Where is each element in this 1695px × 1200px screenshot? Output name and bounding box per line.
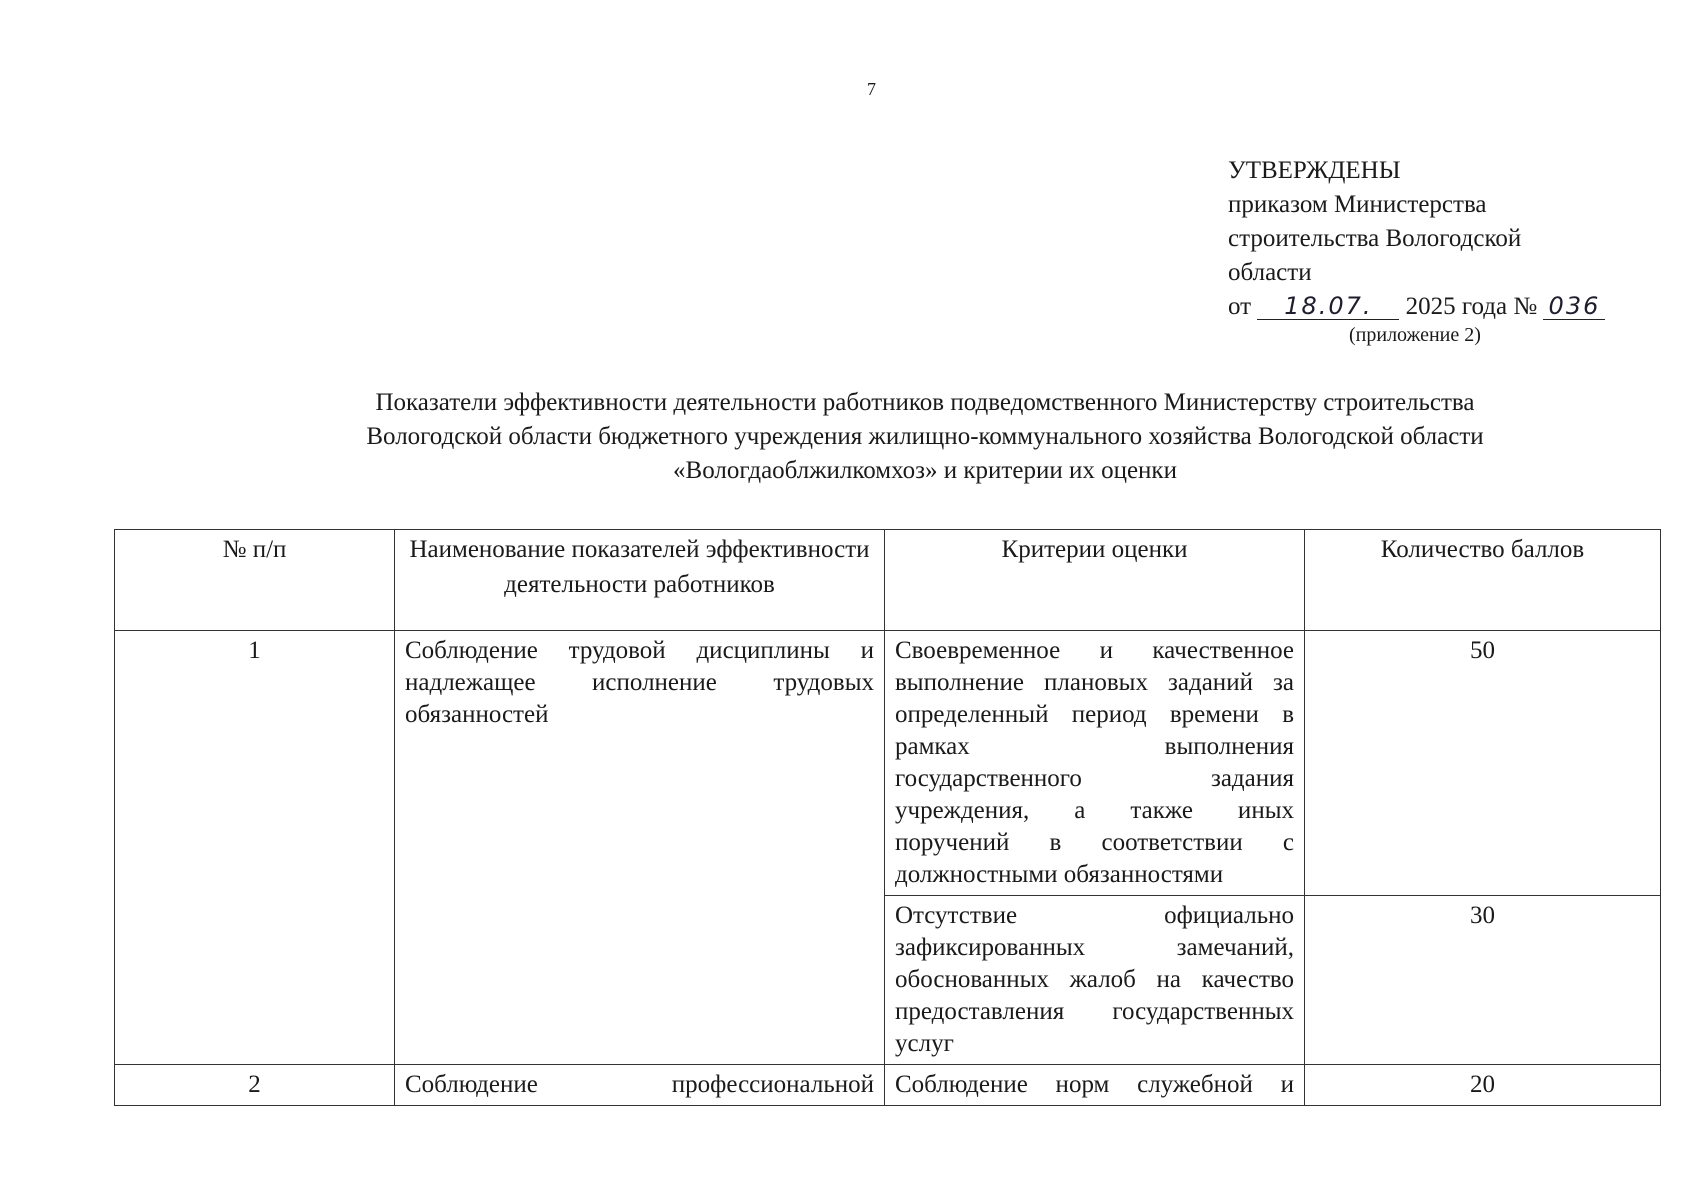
header-points: Количество баллов (1305, 530, 1661, 631)
indicators-table (114, 529, 1661, 1106)
indicator-name: Соблюдение трудовой дисциплины и надлежащее исполнение трудовых обязанностей (395, 631, 885, 1065)
row-number: 1 (115, 631, 395, 1065)
header-criteria: Критерии оценки (885, 530, 1305, 631)
document-title (240, 386, 1610, 488)
table-row (115, 1065, 1661, 1106)
approval-order-line: приказом Министерства (1228, 191, 1487, 218)
handwritten-order-number: 036 (1543, 293, 1605, 320)
header-indicator-name: Наименование показателей эффективности деятельности работников (395, 530, 885, 631)
table-header-row (115, 530, 1661, 631)
title-line-2: Вологодской области бюджетного учреждения жилищно-коммунального хозяйства Вологодской области (366, 423, 1484, 450)
title-line-3: «Вологдаоблжилкомхоз» и критерии их оценки (673, 457, 1177, 484)
year-text: 2025 года № (1405, 293, 1538, 320)
approval-region-line: области (1228, 259, 1312, 286)
approval-heading: УТВЕРЖДЕНЫ (1228, 157, 1401, 184)
criterion-points: 20 (1305, 1065, 1661, 1106)
approval-stamp-block (1228, 154, 1648, 324)
title-line-1: Показатели эффективности деятельности работников подведомственного Министерству строительства (375, 389, 1475, 416)
criterion-text: Отсутствие официально зафиксированных замечаний, обоснованных жалоб на качество предоставления государственных услуг (885, 896, 1305, 1065)
handwritten-date: 18.07. (1257, 293, 1399, 320)
header-number: № п/п (115, 530, 395, 631)
date-prefix: от (1228, 293, 1252, 320)
criterion-points: 30 (1305, 896, 1661, 1065)
appendix-note: (приложение 2) (1349, 324, 1481, 346)
approval-ministry-line: строительства Вологодской (1228, 225, 1522, 252)
indicator-name: Соблюдение профессиональной (395, 1065, 885, 1106)
row-number: 2 (115, 1065, 395, 1106)
table-row (115, 631, 1661, 896)
criterion-points: 50 (1305, 631, 1661, 896)
page-number: 7 (867, 79, 876, 99)
approval-date-line (1228, 290, 1648, 324)
criterion-text: Своевременное и качественное выполнение плановых заданий за определенный период времени в рамках выполнения государственного задания учреждения, а также иных поручений в соответствии с должностными обязанностями (885, 631, 1305, 896)
criterion-text: Соблюдение норм служебной и (885, 1065, 1305, 1106)
